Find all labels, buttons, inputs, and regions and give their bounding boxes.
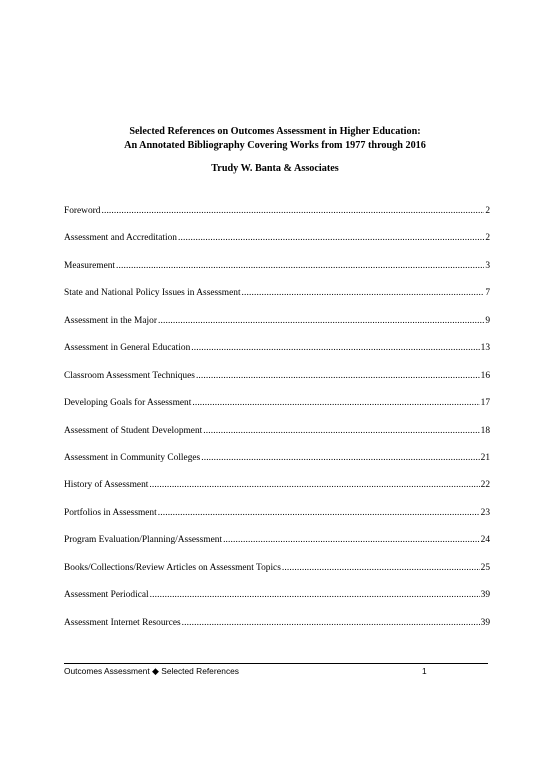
toc-entry-title: Assessment Internet Resources [64, 617, 181, 628]
toc-dot-leader [192, 398, 479, 408]
table-of-contents [64, 206, 490, 645]
toc-dot-leader [196, 371, 480, 381]
toc-entry-page: 39 [480, 590, 490, 601]
toc-entry[interactable] [64, 371, 490, 383]
toc-entry[interactable] [64, 261, 490, 273]
toc-entry-title: Assessment in General Education [64, 343, 191, 354]
toc-entry-page: 21 [480, 452, 490, 463]
toc-dot-leader [149, 480, 479, 490]
toc-entry-page: 23 [480, 507, 490, 518]
toc-entry[interactable] [64, 563, 490, 575]
toc-dot-leader [158, 508, 480, 518]
footer-page-number: 1 [422, 666, 427, 676]
toc-entry-title: Program Evaluation/Planning/Assessment [64, 535, 223, 546]
toc-entry-page: 2 [485, 233, 490, 244]
toc-dot-leader [242, 288, 485, 298]
toc-dot-leader [223, 535, 480, 545]
document-title-line-1: Selected References on Outcomes Assessment in Higher Education: [129, 126, 421, 137]
toc-dot-leader [158, 316, 484, 326]
toc-dot-leader [203, 426, 479, 436]
toc-dot-leader [101, 206, 484, 216]
toc-entry[interactable] [64, 398, 490, 410]
toc-dot-leader [116, 261, 484, 271]
toc-entry-page: 2 [485, 206, 490, 216]
toc-entry-page: 25 [480, 562, 490, 573]
toc-entry[interactable] [64, 618, 490, 630]
toc-entry-page: 22 [480, 480, 490, 491]
toc-entry-page: 16 [480, 370, 490, 381]
toc-entry[interactable] [64, 535, 490, 547]
toc-entry-title: Classroom Assessment Techniques [64, 370, 195, 381]
toc-dot-leader [182, 618, 480, 628]
toc-entry-title: Assessment Periodical [64, 590, 149, 601]
footer-right-text: Selected References [161, 666, 239, 676]
toc-entry-title: Developing Goals for Assessment [64, 398, 192, 409]
diamond-icon: ◆ [151, 666, 159, 676]
toc-entry-page: 13 [480, 343, 490, 354]
toc-entry-page: 3 [485, 260, 490, 271]
toc-dot-leader [201, 453, 479, 463]
toc-entry-page: 9 [485, 315, 490, 326]
document-title-line-2: An Annotated Bibliography Covering Works from 1977 through 2016 [124, 140, 426, 151]
footer-divider [64, 663, 488, 664]
toc-entry[interactable] [64, 426, 490, 438]
toc-entry-title: History of Assessment [64, 480, 149, 491]
author-line: Trudy W. Banta & Associates [211, 163, 339, 174]
toc-entry-title: Foreword [64, 206, 101, 216]
footer-running-title [64, 666, 239, 677]
toc-dot-leader [150, 590, 480, 600]
toc-entry-title: Assessment in the Major [64, 315, 157, 326]
toc-entry[interactable] [64, 343, 490, 355]
toc-entry[interactable] [64, 206, 490, 218]
toc-entry-title: Portfolios in Assessment [64, 507, 157, 518]
toc-entry-page: 39 [480, 617, 490, 628]
toc-entry-title: Assessment in Community Colleges [64, 452, 201, 463]
toc-entry[interactable] [64, 480, 490, 492]
toc-entry-page: 7 [485, 288, 490, 299]
toc-entry-page: 24 [480, 535, 490, 546]
footer-left-text: Outcomes Assessment [64, 666, 150, 676]
toc-entry[interactable] [64, 316, 490, 328]
toc-entry[interactable] [64, 453, 490, 465]
page-footer [64, 666, 488, 678]
toc-dot-leader [191, 343, 479, 353]
toc-dot-leader [282, 563, 480, 573]
toc-entry-title: State and National Policy Issues in Assessment [64, 288, 241, 299]
toc-entry-page: 18 [480, 425, 490, 436]
toc-entry-page: 17 [480, 398, 490, 409]
toc-entry-title: Assessment and Accreditation [64, 233, 177, 244]
toc-entry-title: Assessment of Student Development [64, 425, 203, 436]
toc-entry[interactable] [64, 288, 490, 300]
toc-entry-title: Measurement [64, 260, 116, 271]
toc-entry[interactable] [64, 590, 490, 602]
title-block [0, 125, 550, 174]
toc-entry[interactable] [64, 508, 490, 520]
toc-entry-title: Books/Collections/Review Articles on Assessment Topics [64, 562, 281, 573]
toc-dot-leader [178, 233, 484, 243]
toc-entry[interactable] [64, 233, 490, 245]
